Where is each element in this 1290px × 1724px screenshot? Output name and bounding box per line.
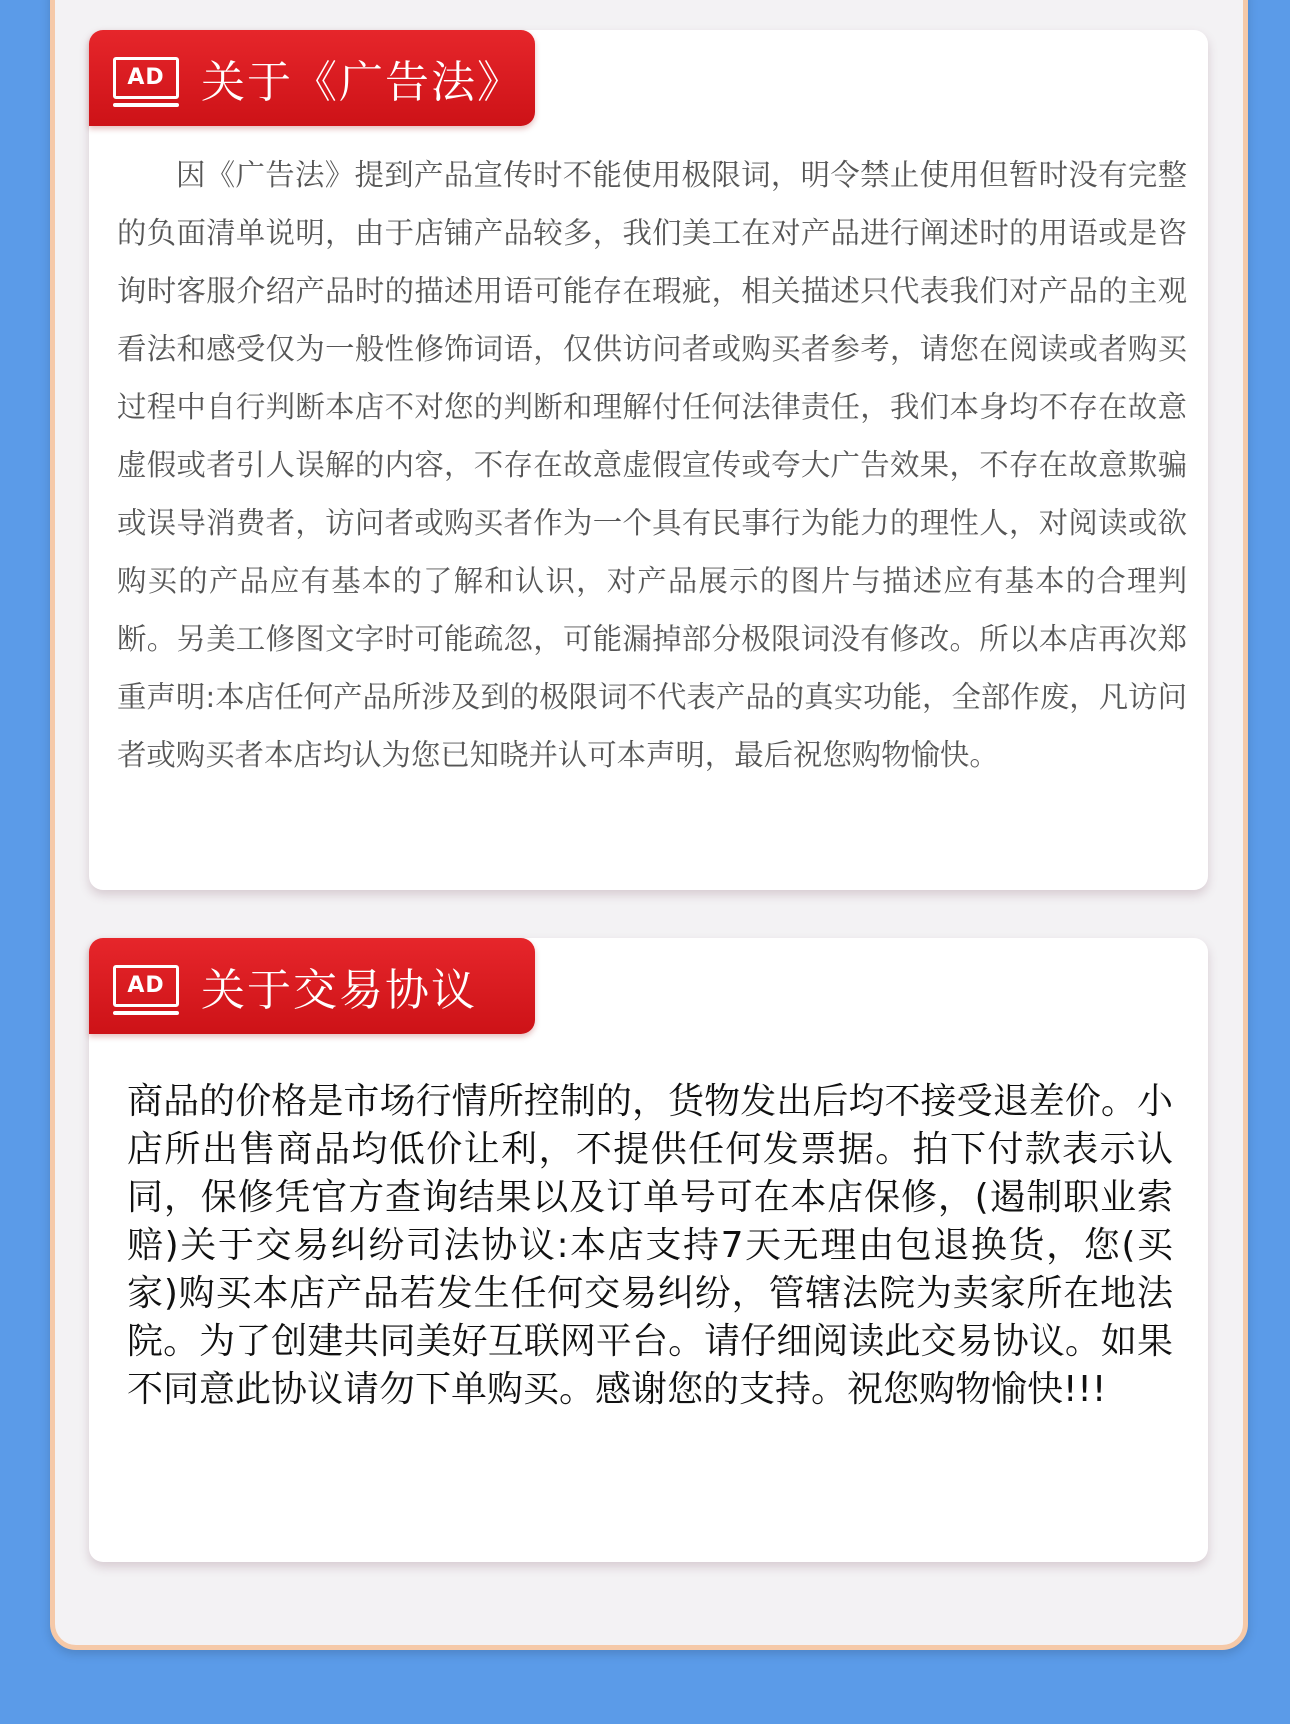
trade-agreement-text: 商品的价格是市场行情所控制的，货物发出后均不接受退差价。小店所出售商品均低价让利，不提供任何发票据。拍下付款表示认同，保修凭官方查询结果以及订单号可在本店保修，(遏制职业索赔)关于交易纠纷司法协议:本店支持7天无理由包退换货，您(买家)购买本店产品若发生任何交易纠纷，管辖法院为卖家所在地法院。为了创建共同美好互联网平台。请仔细阅读此交易协议。如果不同意此协议请勿下单购买。感谢您的支持。祝您购物愉快!!! [127,1081,1173,1410]
trade-agreement-card [89,938,1208,1562]
advertising-law-header [89,30,535,126]
trade-agreement-header [89,938,535,1034]
advertising-law-card [89,30,1208,890]
advertising-law-text: 因《广告法》提到产品宣传时不能使用极限词，明令禁止使用但暂时没有完整的负面清单说明，由于店铺产品较多，我们美工在对产品进行阐述时的用语或是咨询时客服介绍产品时的描述用语可能存在瑕疵，相关描述只代表我们对产品的主观看法和感受仅为一般性修饰词语，仅供访问者或购买者参考，请您在阅读或者购买过程中自行判断本店不对您的判断和理解付任何法律责任，我们本身均不存在故意虚假或者引人误解的内容，不存在故意虚假宣传或夸大广告效果，不存在故意欺骗或误导消费者，访问者或购买者作为一个具有民事行为能力的理性人，对阅读或欲购买的产品应有基本的了解和认识，对产品展示的图片与描述应有基本的合理判断。另美工修图文字时可能疏忽，可能漏掉部分极限词没有修改。所以本店再次郑重声明:本店任何产品所涉及到的极限词不代表产品的真实功能，全部作废，凡访问者或购买者本店均认为您已知晓并认可本声明，最后祝您购物愉快。 [117,158,1187,772]
trade-agreement-title: 关于交易协议 [201,965,477,1016]
ad-icon: AD [113,57,179,99]
ad-icon: AD [113,965,179,1007]
advertising-law-title: 关于《广告法》 [201,57,523,108]
